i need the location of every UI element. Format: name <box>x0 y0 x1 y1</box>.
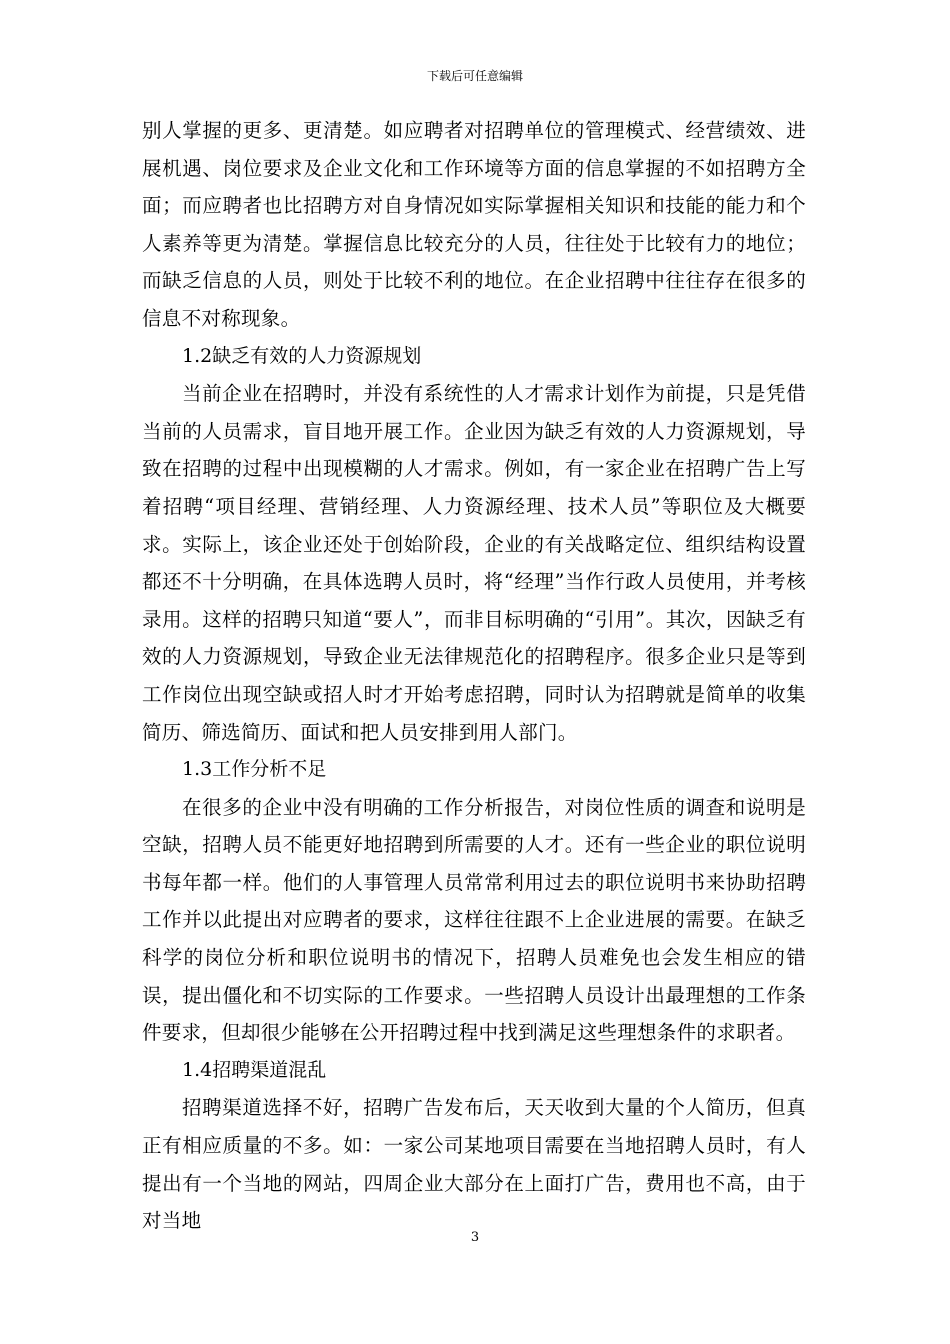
document-body <box>142 112 806 1240</box>
paragraph-recruit-channels: 招聘渠道选择不好，招聘广告发布后，天天收到大量的个人简历，但真正有相应质量的不多。如：一家公司某地项目需要在当地招聘人员时，有人提出有一个当地的网站，四周企业大部分在上面打广告，费用也不高，由于对当地 <box>142 1096 806 1233</box>
section-heading-1-2: 1.2缺乏有效的人力资源规划 <box>182 344 422 367</box>
paragraph-continued: 别人掌握的更多、更清楚。如应聘者对招聘单位的管理模式、经营绩效、进展机遇、岗位要求及企业文化和工作环境等方面的信息掌握的不如招聘方全面；而应聘者也比招聘方对自身情况如实际掌握相关知识和技能的能力和个人素养等更为清楚。掌握信息比较充分的人员，往往处于比较有力的地位；而缺乏信息的人员，则处于比较不利的地位。在企业招聘中往往存在很多的信息不对称现象。 <box>142 119 806 330</box>
page-number: 3 <box>470 1230 480 1245</box>
section-heading-1-3: 1.3工作分析不足 <box>182 758 327 781</box>
page-header-note: 下载后可任意编辑 <box>426 69 523 83</box>
paragraph-hr-planning: 当前企业在招聘时，并没有系统性的人才需求计划作为前提，只是凭借当前的人员需求，盲目地开展工作。企业因为缺乏有效的人力资源规划，导致在招聘的过程中出现模糊的人才需求。例如，有一家企业在招聘广告上写着招聘“项目经理、营销经理、人力资源经理、技术人员”等职位及大概要求。实际上，该企业还处于创始阶段，企业的有关战略定位、组织结构设置都还不十分明确，在具体选聘人员时，将“经理”当作行政人员使用，并考核录用。这样的招聘只知道“要人”，而非目标明确的“引用”。其次，因缺乏有效的人力资源规划，导致企业无法律规范化的招聘程序。很多企业只是等到工作岗位出现空缺或招人时才开始考虑招聘，同时认为招聘就是简单的收集简历、筛选简历、面试和把人员安排到用人部门。 <box>142 382 806 744</box>
section-heading-1-4: 1.4招聘渠道混乱 <box>182 1058 327 1081</box>
paragraph-job-analysis: 在很多的企业中没有明确的工作分析报告，对岗位性质的调查和说明是空缺，招聘人员不能更好地招聘到所需要的人才。还有一些企业的职位说明书每年都一样。他们的人事管理人员常常利用过去的职位说明书来协助招聘工作并以此提出对应聘者的要求，这样往往跟不上企业进展的需要。在缺乏科学的岗位分析和职位说明书的情况下，招聘人员难免也会发生相应的错误，提出僵化和不切实际的工作要求。一些招聘人员设计出最理想的工作条件要求，但却很少能够在公开招聘过程中找到满足这些理想条件的求职者。 <box>142 795 806 1045</box>
